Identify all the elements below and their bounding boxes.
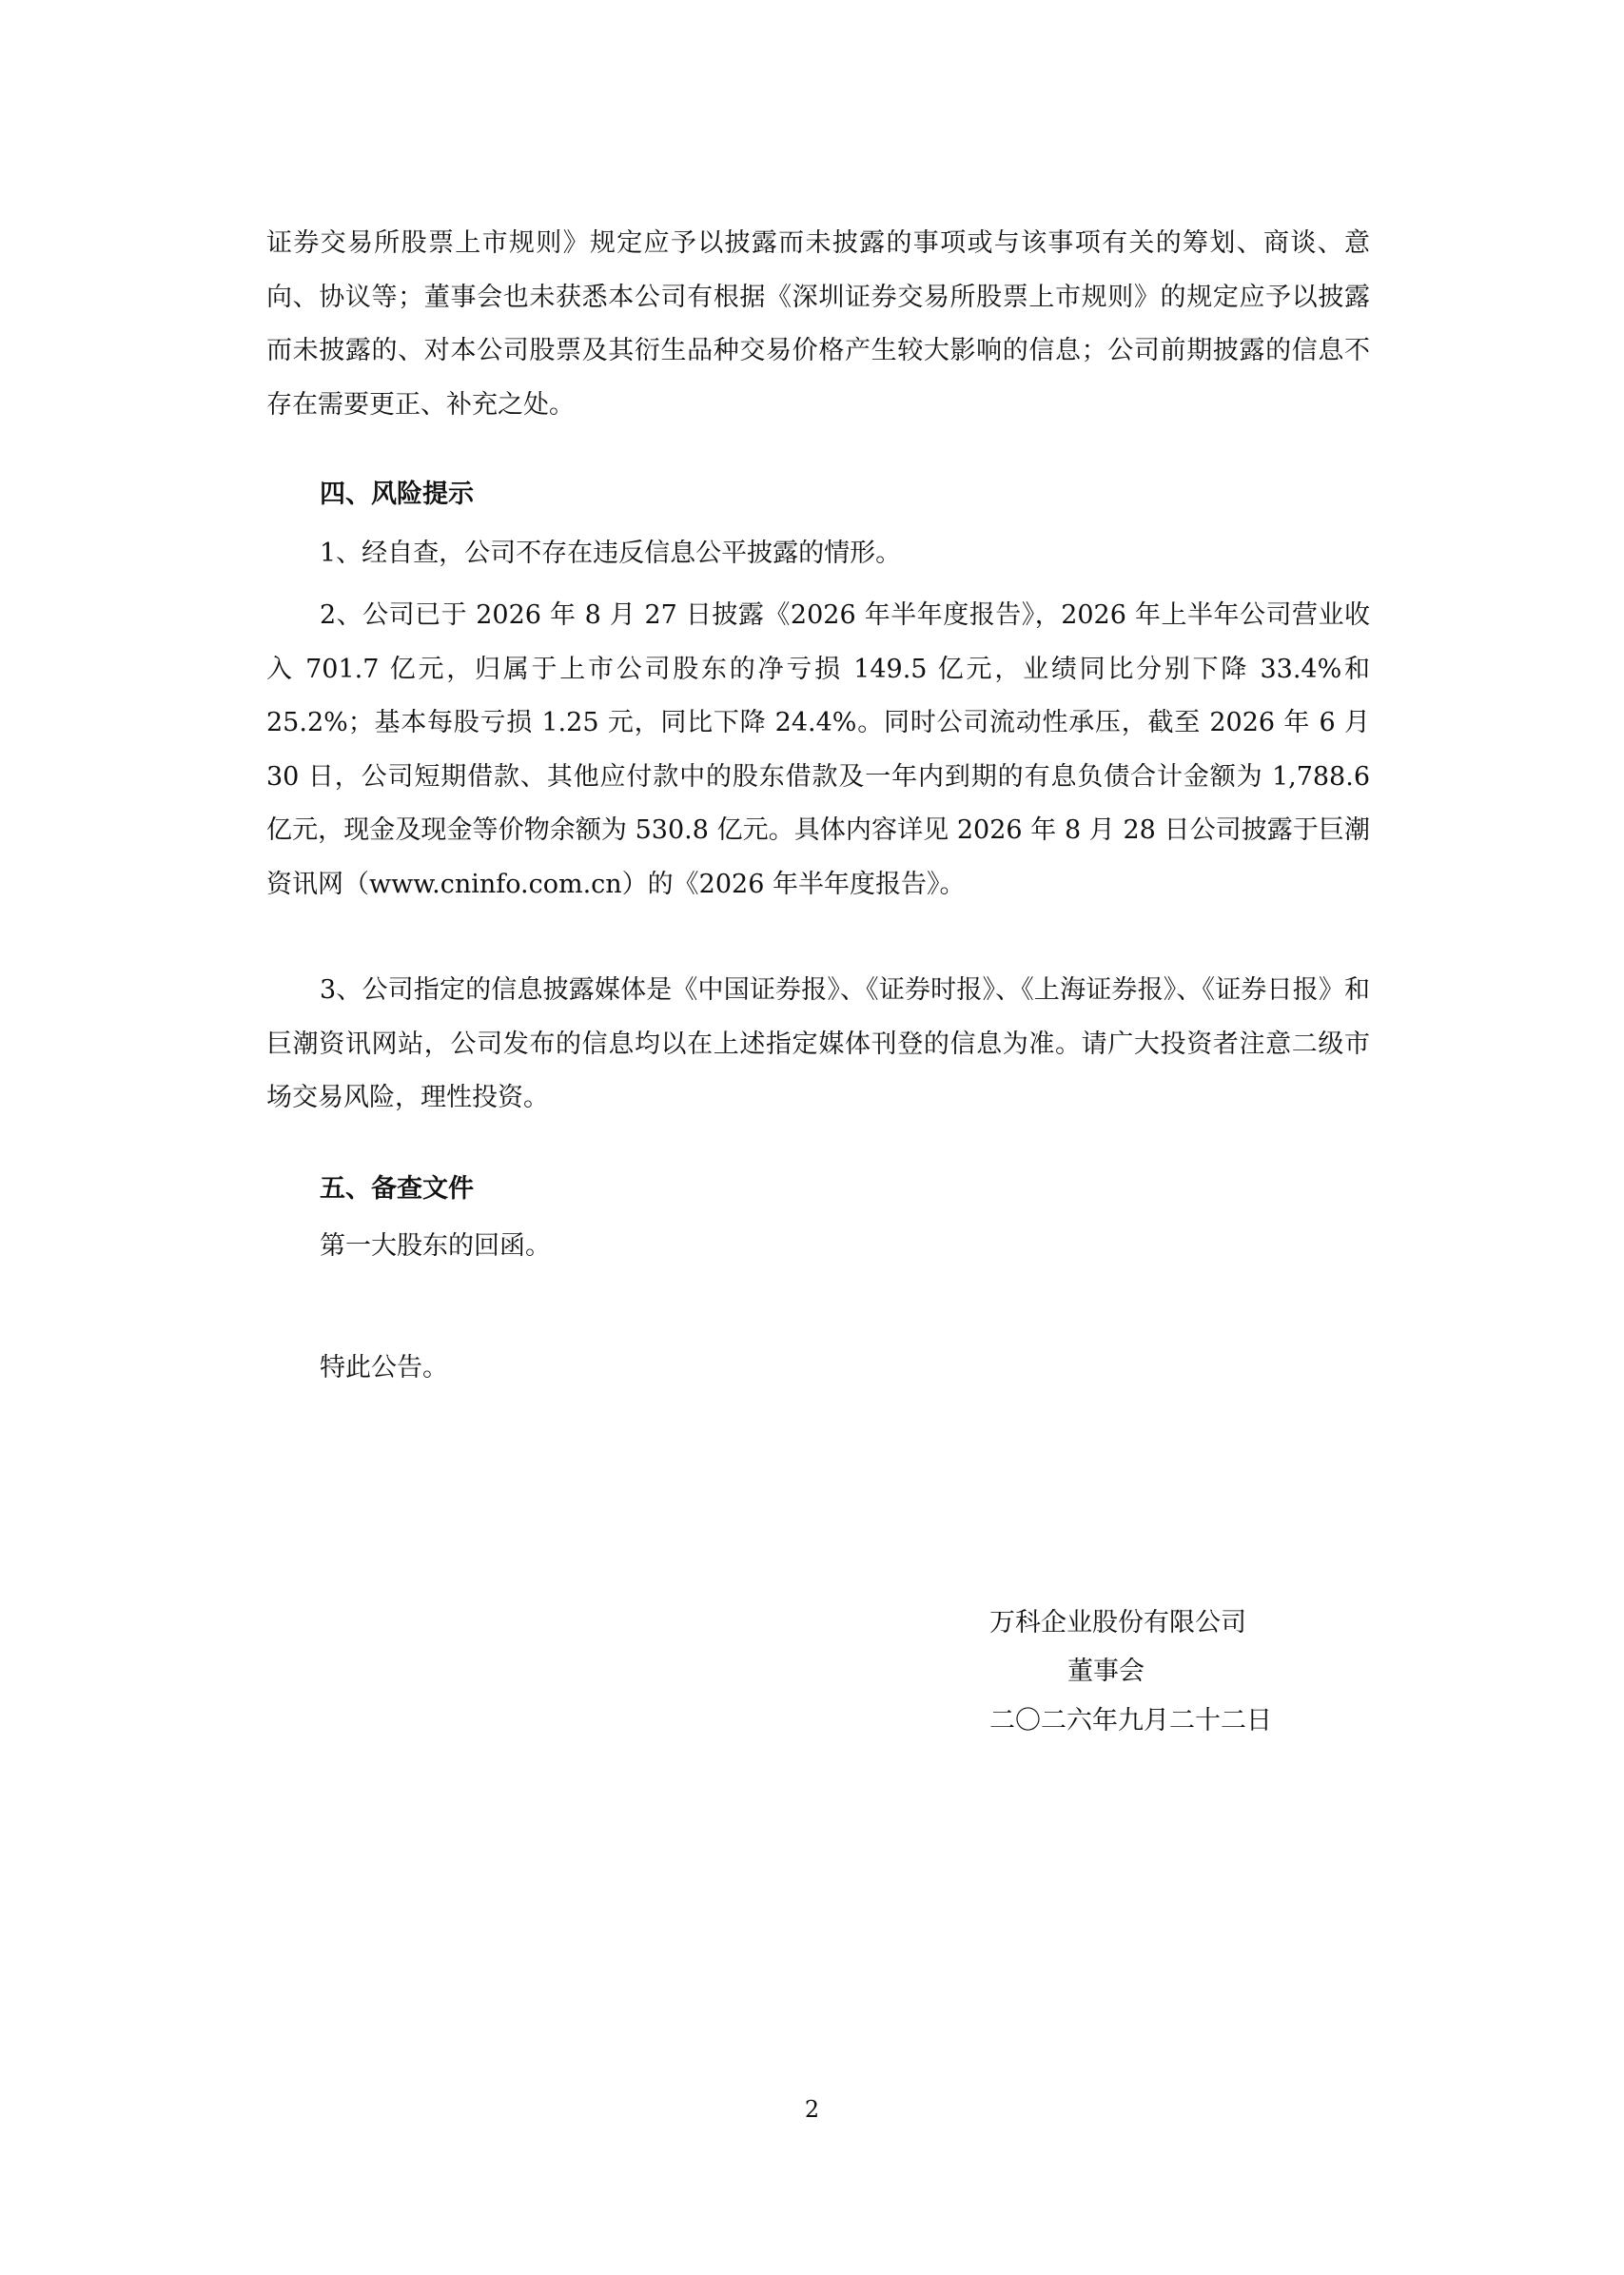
continued-paragraph: 证券交易所股票上市规则》规定应予以披露而未披露的事项或与该事项有关的筹划、商谈、意向、协议等；董事会也未获悉本公司有根据《深圳证券交易所股票上市规则》的规定应予以披露而未披露的、对本公司股票及其衍生品种交易价格产生较大影响的信息；公司前期披露的信息不存在需要更正、补充之处。 (266, 228, 1370, 420)
risk-item-1: 1、经自查，公司不存在违反信息公平披露的情形。 (320, 539, 902, 568)
section-heading-documents: 五、备查文件 (320, 1174, 474, 1204)
signature-board: 董事会 (1067, 1657, 1145, 1686)
section-heading-risk: 四、风险提示 (320, 480, 474, 509)
page-number: 2 (804, 2096, 820, 2123)
signature-company: 万科企业股份有限公司 (989, 1608, 1246, 1638)
document-item: 第一大股东的回函。 (320, 1231, 551, 1261)
risk-item-2: 2、公司已于 2026 年 8 月 27 日披露《2026 年半年度报告》，2026 年上半年公司营业收入 701.7 亿元，归属于上市公司股东的净亏损 149.5 亿元，业绩同比分别下降 33.4%和 25.2%；基本每股亏损 1.25 元，同比下降 24.4%。同时公司流动性承压，截至 2026 年 6 月 30 日，公司短期借款、其他应付款中的股东借款及一年内到期的有息负债合计金额为 1,788.6 亿元，现金及现金等价物余额为 530.8 亿元。具体内容详见 2026 年 8 月 28 日公司披露于巨潮资讯网（www.cninfo.com.cn）的《2026 年半年度报告》。 (266, 600, 1370, 899)
closing-statement: 特此公告。 (320, 1353, 448, 1383)
risk-item-3: 3、公司指定的信息披露媒体是《中国证券报》、《证券时报》、《上海证券报》、《证券日报》和巨潮资讯网站，公司发布的信息均以在上述指定媒体刊登的信息为准。请广大投资者注意二级市场交易风险，理性投资。 (266, 975, 1370, 1112)
signature-date: 二〇二六年九月二十二日 (989, 1706, 1272, 1736)
